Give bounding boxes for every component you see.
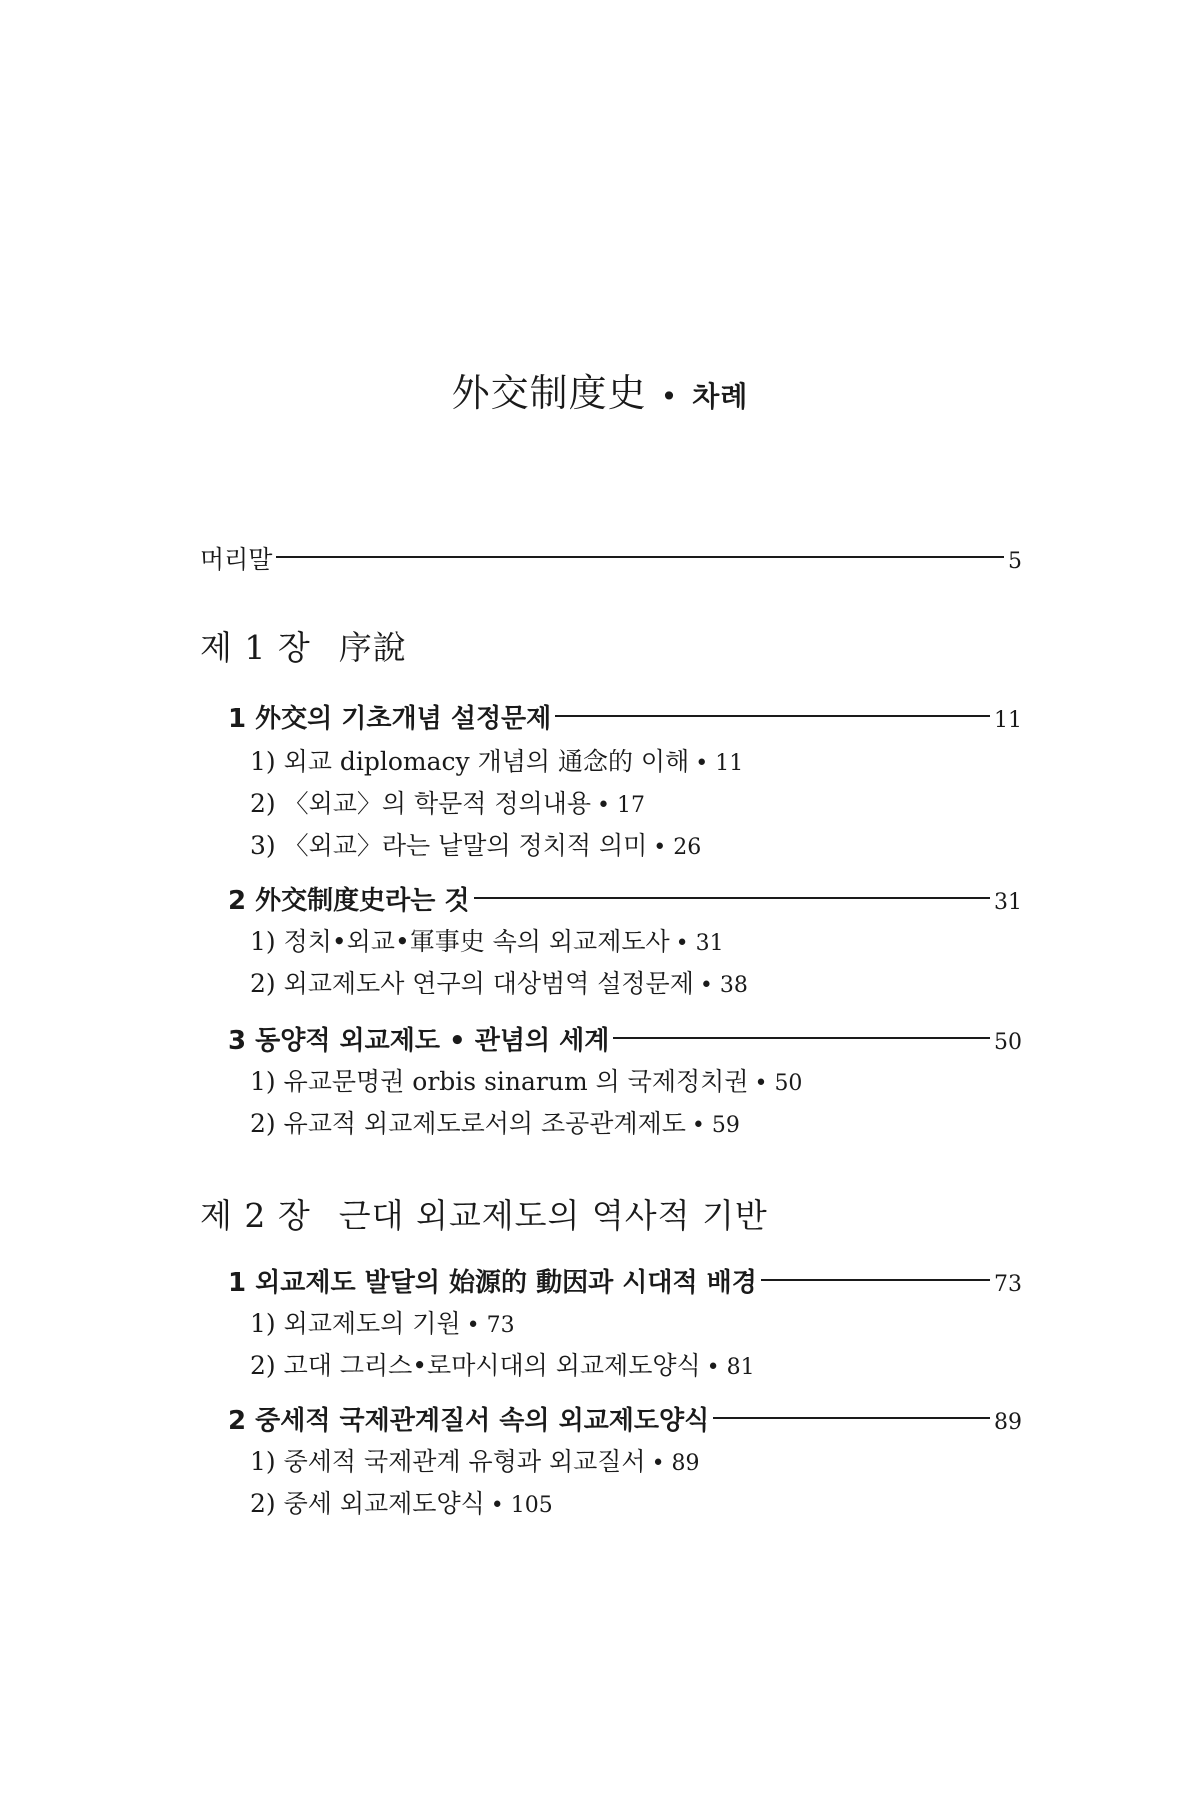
toc-entry-label: 머리말 (200, 545, 273, 574)
section-label: 1 外交의 기초개념 설정문제 (228, 704, 552, 734)
book-title: 外交制度史 (451, 371, 647, 415)
subitem-text: 1) 유교문명권 orbis sinarum 의 국제정치권 (250, 1067, 749, 1096)
subitem-text: 2) 〈외교〉의 학문적 정의내용 (250, 789, 592, 818)
toc-page-number: 89 (994, 1410, 1022, 1435)
subitem-page: • 105 (490, 1493, 553, 1518)
toc-heading: 차례 (692, 380, 749, 413)
subitem-text: 1) 정치•외교•軍事史 속의 외교제도사 (250, 927, 670, 956)
chapter-heading[interactable] (200, 622, 407, 669)
subitem-page: • 50 (754, 1071, 803, 1096)
toc-subitem[interactable] (250, 742, 743, 778)
subitem-page: • 17 (597, 793, 645, 818)
subitem-page: • 31 (675, 931, 724, 956)
leader-line (474, 897, 990, 899)
subitem-page: • 26 (653, 835, 702, 860)
section-label: 1 외교제도 발달의 始源的 動因과 시대적 배경 (228, 1268, 757, 1298)
chapter-title: 序說 (338, 628, 407, 667)
subitem-text: 2) 외교제도사 연구의 대상범역 설정문제 (250, 969, 694, 998)
toc-page-number: 73 (994, 1272, 1022, 1297)
section-label: 2 중세적 국제관계질서 속의 외교제도양식 (228, 1406, 710, 1436)
subitem-text: 2) 유교적 외교제도로서의 조공관계제도 (250, 1109, 686, 1138)
section-label: 3 동양적 외교제도 • 관념의 세계 (228, 1026, 610, 1056)
chapter-number: 제 1 장 (200, 628, 311, 667)
toc-section[interactable] (228, 880, 1022, 917)
toc-page-number: 11 (994, 708, 1022, 733)
subitem-page: • 11 (695, 751, 744, 776)
subitem-text: 2) 고대 그리스•로마시대의 외교제도양식 (250, 1351, 701, 1380)
subitem-text: 1) 외교 diplomacy 개념의 通念的 이해 (250, 747, 690, 776)
toc-subitem[interactable] (250, 1304, 515, 1340)
toc-page-number: 5 (1008, 549, 1022, 574)
title-separator: • (660, 380, 679, 413)
toc-entry-preface[interactable] (200, 540, 1022, 576)
leader-line (761, 1279, 990, 1281)
toc-subitem[interactable] (250, 922, 724, 958)
page-title (0, 362, 1200, 417)
toc-section[interactable] (228, 1400, 1022, 1437)
subitem-text: 2) 중세 외교제도양식 (250, 1489, 485, 1518)
toc-subitem[interactable] (250, 1346, 755, 1382)
toc-page-number: 31 (994, 890, 1022, 915)
toc-subitem[interactable] (250, 826, 701, 862)
subitem-page: • 38 (699, 973, 748, 998)
chapter-title: 근대 외교제도의 역사적 기반 (338, 1196, 768, 1235)
leader-line (613, 1037, 990, 1039)
toc-page-number: 50 (994, 1030, 1022, 1055)
subitem-page: • 73 (466, 1313, 515, 1338)
section-label: 2 外交制度史라는 것 (228, 886, 470, 916)
chapter-heading[interactable] (200, 1190, 768, 1237)
subitem-text: 1) 외교제도의 기원 (250, 1309, 461, 1338)
toc-subitem[interactable] (250, 964, 748, 1000)
leader-line (276, 556, 1004, 558)
subitem-text: 3) 〈외교〉라는 낱말의 정치적 의미 (250, 831, 648, 860)
leader-line (713, 1417, 990, 1419)
toc-section[interactable] (228, 1262, 1022, 1299)
subitem-page: • 81 (706, 1355, 755, 1380)
subitem-page: • 59 (691, 1113, 740, 1138)
subitem-page: • 89 (651, 1451, 700, 1476)
leader-line (555, 715, 990, 717)
toc-section[interactable] (228, 1020, 1022, 1057)
subitem-text: 1) 중세적 국제관계 유형과 외교질서 (250, 1447, 646, 1476)
toc-subitem[interactable] (250, 784, 645, 820)
chapter-number: 제 2 장 (200, 1196, 311, 1235)
toc-subitem[interactable] (250, 1442, 700, 1478)
toc-subitem[interactable] (250, 1484, 553, 1520)
toc-section[interactable] (228, 698, 1022, 735)
toc-subitem[interactable] (250, 1062, 802, 1098)
toc-subitem[interactable] (250, 1104, 740, 1140)
